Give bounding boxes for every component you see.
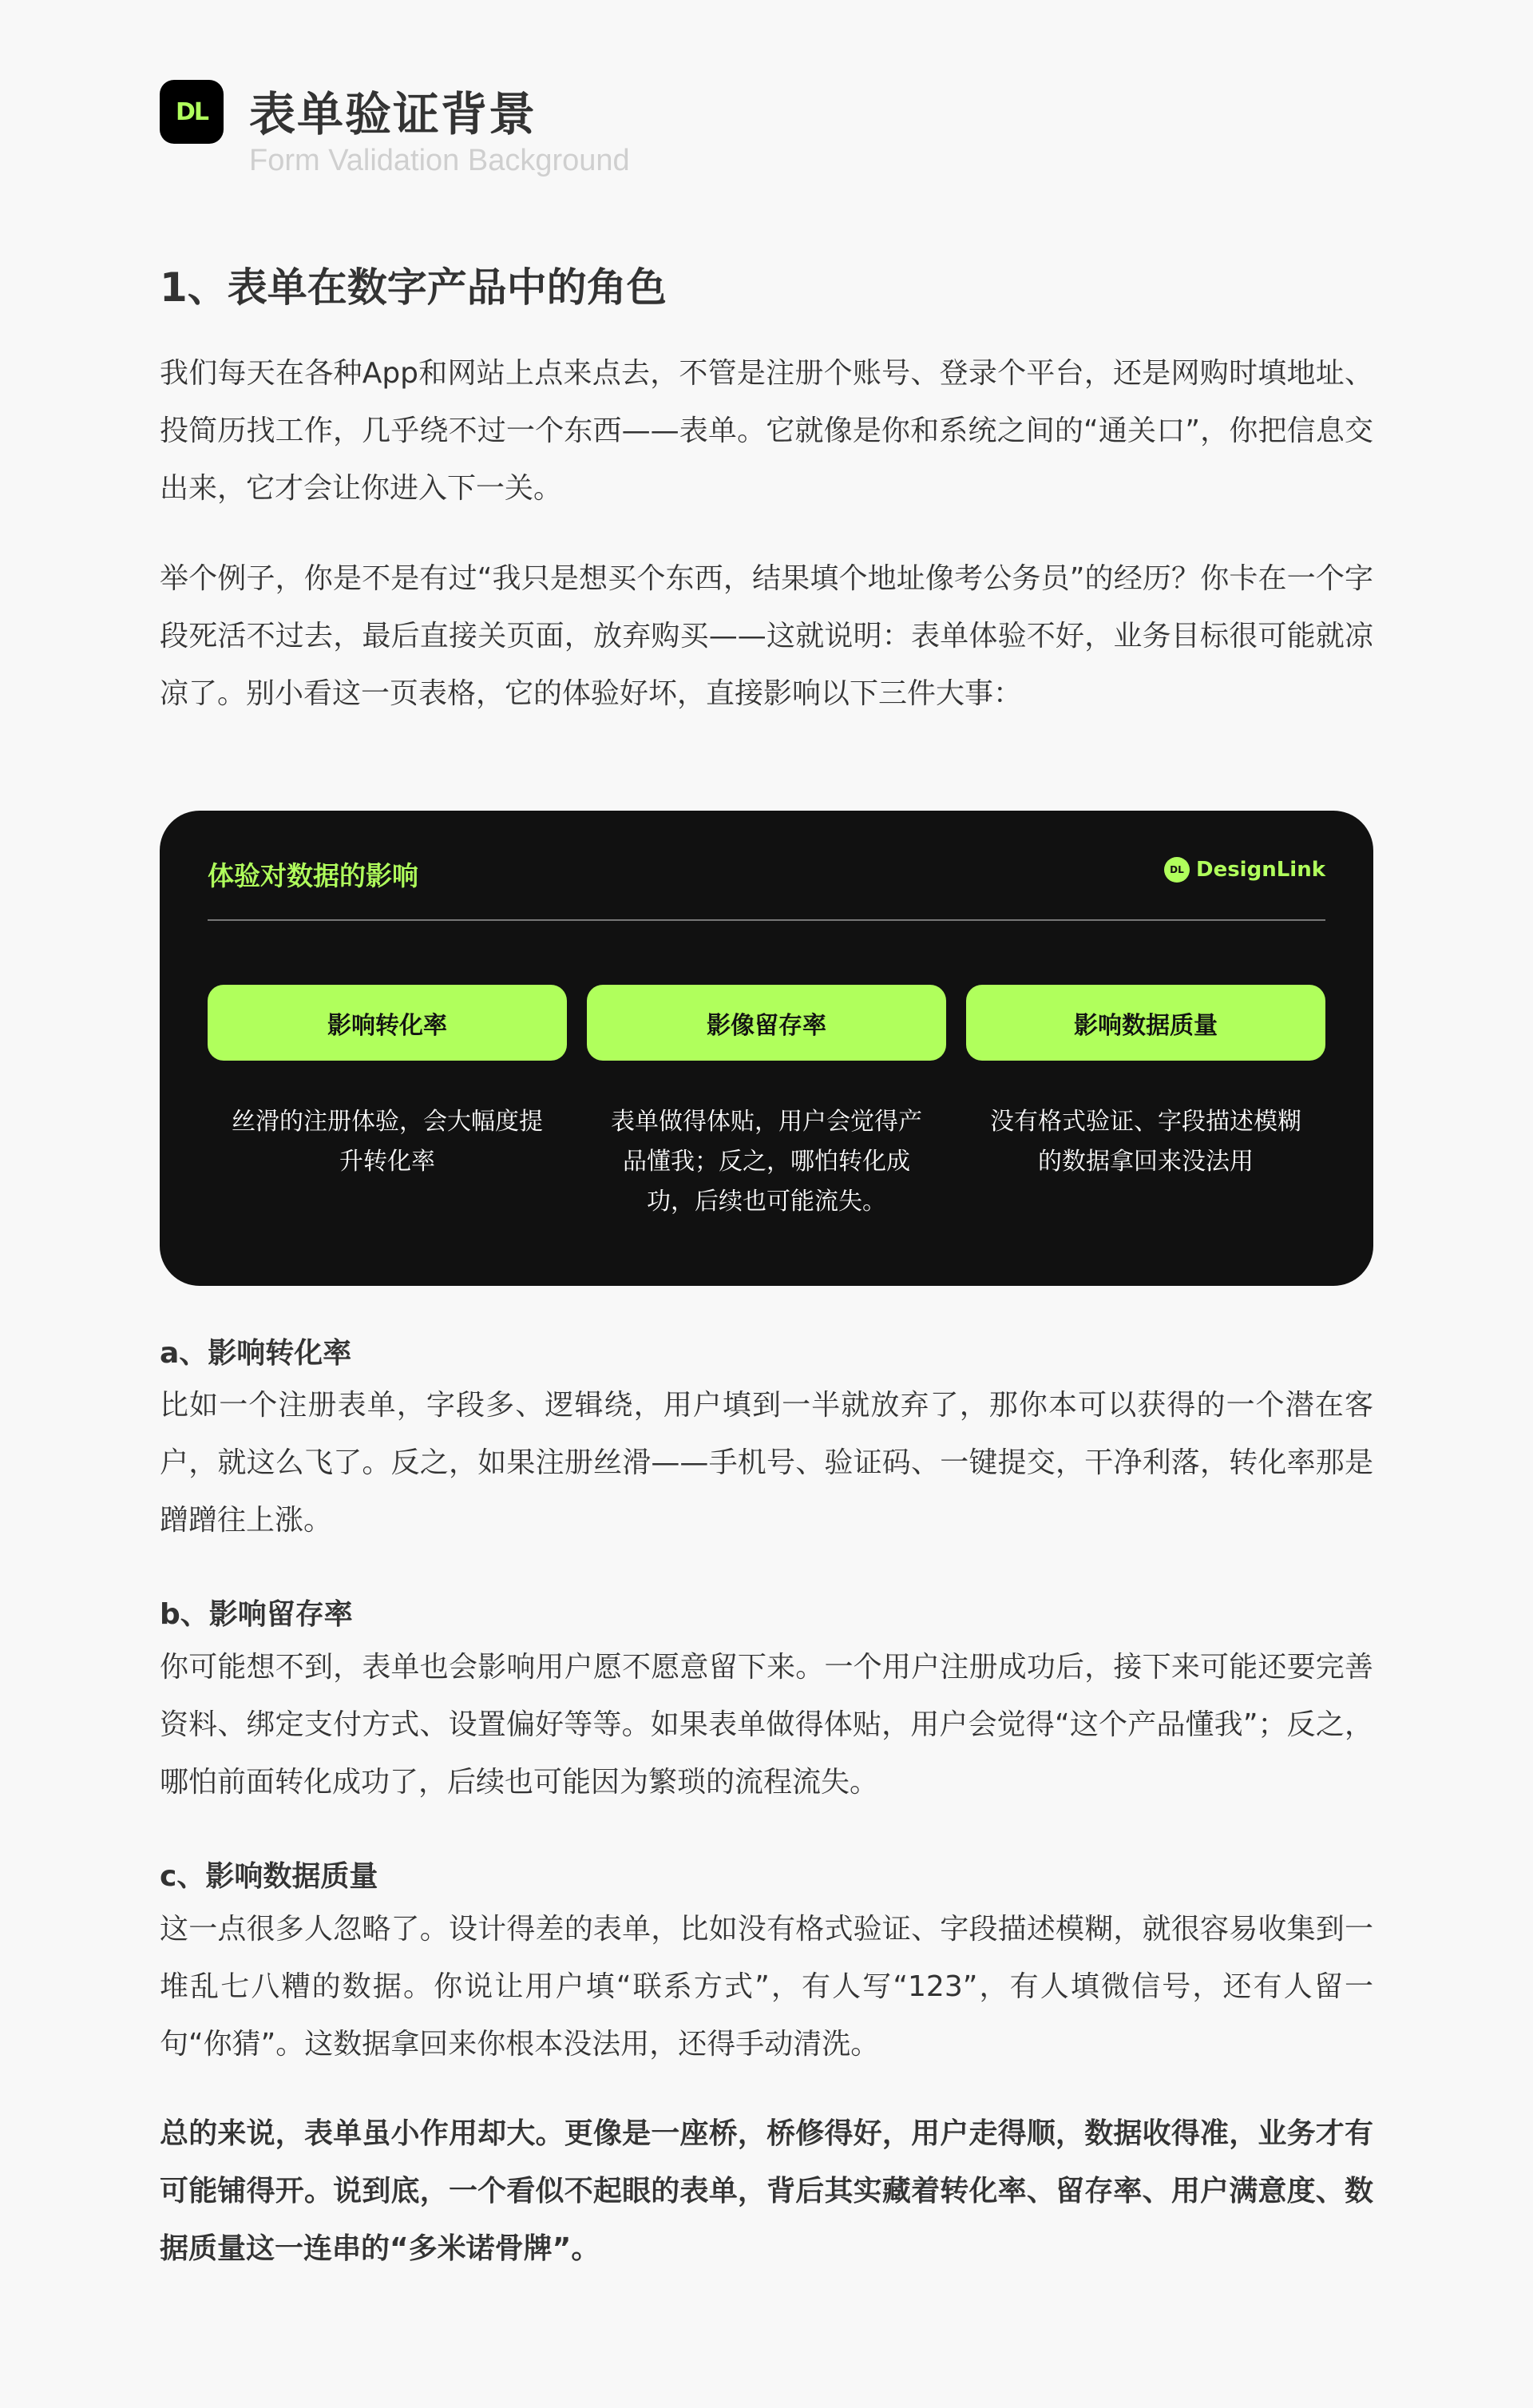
page-subtitle: Form Validation Background bbox=[249, 144, 630, 177]
summary-paragraph: 总的来说，表单虽小作用却大。更像是一座桥，桥修得好，用户走得顺，数据收得准，业务才有可能铺得开。说到底，一个看似不起眼的表单，背后其实藏着转化率、留存率、用户满意度、数据质量这一连串的“多米诺骨牌”。 bbox=[160, 2117, 1373, 2265]
impact-card bbox=[160, 811, 1373, 1286]
card-title: 体验对数据的影响 bbox=[208, 860, 418, 891]
brand-logo-icon: DL bbox=[1164, 857, 1190, 883]
section-heading: 1、表单在数字产品中的角色 bbox=[160, 264, 667, 311]
brand-badge bbox=[1164, 857, 1325, 883]
point-heading-c: c、影响数据质量 bbox=[160, 1860, 378, 1893]
point-body-c: 这一点很多人忽略了。设计得差的表单，比如没有格式验证、字段描述模糊，就很容易收集到一堆乱七八糟的数据。你说让用户填“联系方式”，有人写“123”，有人填微信号，还有人留一句“你猜”。这数据拿回来你根本没法用，还得手动清洗。 bbox=[160, 1913, 1373, 2061]
designlink-logo bbox=[160, 80, 224, 144]
impact-tag-conversion: 影响转化率 bbox=[208, 985, 567, 1061]
intro-paragraph: 我们每天在各种App和网站上点来点去，不管是注册个账号、登录个平台，还是网购时填地址、投简历找工作，几乎绕不过一个东西——表单。它就像是你和系统之间的“通关口”，你把信息交出来，它才会让你进入下一关。 bbox=[160, 357, 1373, 505]
impact-desc-retention: 表单做得体贴，用户会觉得产品懂我；反之，哪怕转化成功，后续也可能流失。 bbox=[611, 1108, 922, 1216]
point-heading-a: a、影响转化率 bbox=[160, 1337, 352, 1370]
impact-tag-retention: 影像留存率 bbox=[587, 985, 946, 1061]
logo-mark: DL bbox=[175, 97, 208, 126]
point-body-b: 你可能想不到，表单也会影响用户愿不愿意留下来。一个用户注册成功后，接下来可能还要完善资料、绑定支付方式、设置偏好等等。如果表单做得体贴，用户会觉得“这个产品懂我”；反之，哪怕前面转化成功了，后续也可能因为繁琐的流程流失。 bbox=[160, 1651, 1373, 1799]
card-divider bbox=[208, 919, 1325, 921]
impact-desc-conversion: 丝滑的注册体验，会大幅度提升转化率 bbox=[232, 1108, 543, 1176]
impact-desc-data-quality: 没有格式验证、字段描述模糊的数据拿回来没法用 bbox=[990, 1108, 1301, 1176]
impact-tag-data-quality: 影响数据质量 bbox=[966, 985, 1325, 1061]
brand-name: DesignLink bbox=[1195, 858, 1325, 882]
point-heading-b: b、影响留存率 bbox=[160, 1598, 353, 1631]
point-body-a: 比如一个注册表单，字段多、逻辑绕，用户填到一半就放弃了，那你本可以获得的一个潜在客户，就这么飞了。反之，如果注册丝滑——手机号、验证码、一键提交，干净利落，转化率那是蹭蹭往上涨。 bbox=[160, 1389, 1373, 1537]
example-paragraph: 举个例子，你是不是有过“我只是想买个东西，结果填个地址像考公务员”的经历？你卡在一个字段死活不过去，最后直接关页面，放弃购买——这就说明：表单体验不好，业务目标很可能就凉凉了。别小看这一页表格，它的体验好坏，直接影响以下三件大事： bbox=[160, 562, 1373, 710]
page-title: 表单验证背景 bbox=[249, 87, 537, 141]
